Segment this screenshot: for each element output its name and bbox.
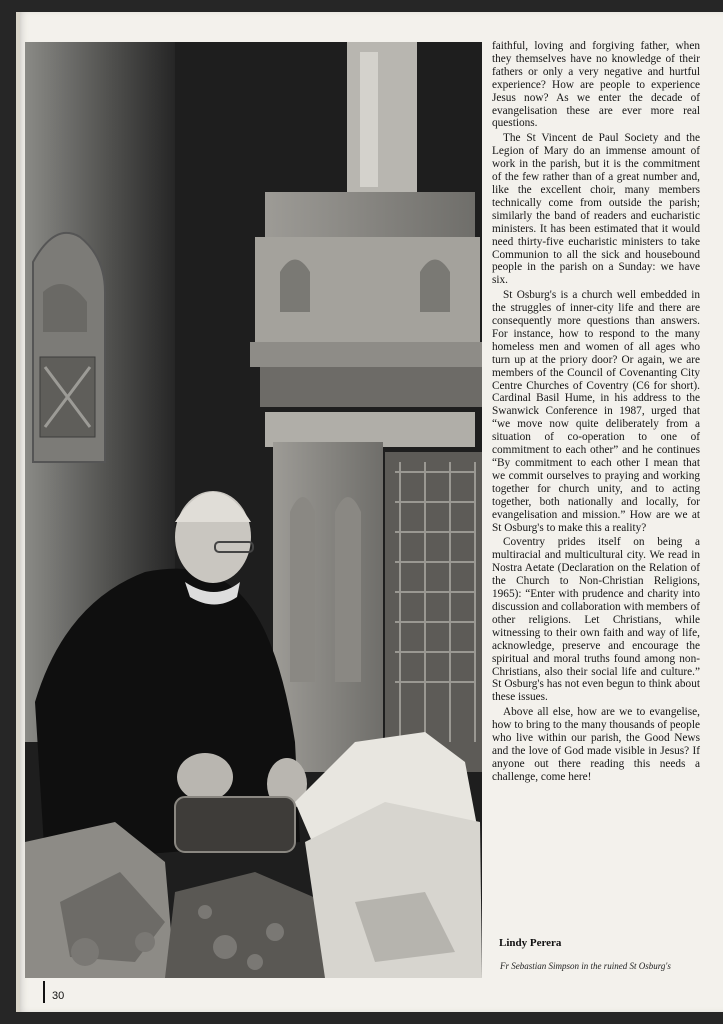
page-number: 30 — [52, 990, 65, 1002]
author-byline: Lindy Perera — [499, 937, 562, 949]
article-paragraph: Coventry prides itself on being a multiracial and multicultural city. We read in Nostra Aetate (Declaration on the Relation of the Church to Non-Christian Religions, 1965): “Enter with prudence and charity into discussion and collaboration with members of other religions. Let Christians, while witnessing to their own faith and way of life, acknowledge, preserve and encourage the spiritual and moral truths found among non-Christians, also their social life and culture.” St Osburg's has not even begun to think about these issues. — [492, 536, 701, 704]
folio-rule — [43, 981, 45, 1003]
article-paragraph: faithful, loving and forgiving father, when they themselves have no knowledge of their fathers or only a very negative and hurtful experience? How are people to experience Jesus now? As we enter the decade of evangelisation these are ever more real questions. — [492, 40, 700, 130]
article-paragraph: Above all else, how are we to evangelise, how to bring to the many thousands of people who live within our parish, the Good News and the love of God made visible in Jesus? If anyone out there reading this needs a challenge, come here! — [492, 706, 700, 783]
page-edge — [16, 12, 20, 1012]
photo-caption: Fr Sebastian Simpson in the ruined St Osburg's — [500, 961, 671, 971]
article-paragraph: St Osburg's is a church well embedded in the struggles of inner-city life and there are consequently more questions than answers. For instance, how to respond to the many homeless men and women of all ages who turn up at the priory door? Or again, we are members of the Council of Covenanting City Centre Churches of Coventry (C6 for short). Cardinal Basil Hume, in his address to the Swanwick Conference in 1987, urged that “we move now quite deliberately from a situation of co-operation to one of commitment to each other” and he continues “By commitment to each other I mean that we commit ourselves to praying and working together for church unity, and to acting together, both nationally and locally, for evangelisation and mission.” How are we at St Osburg's to make this a reality? — [492, 289, 700, 534]
photo-priest-in-ruins — [25, 42, 482, 978]
article-paragraph: The St Vincent de Paul Society and the Legion of Mary do an immense amount of work in the parish, but it is the commitment of the few rather than of a great number and, like the excellent choir, many members technically come from outside the parish; similarly the band of readers and eucharistic ministers. It has been estimated that it would need thirty-five eucharistic ministers to take Communion to all the sick and housebound people in the parish on a Sunday: we have six. — [492, 132, 700, 287]
article-column — [492, 40, 700, 784]
